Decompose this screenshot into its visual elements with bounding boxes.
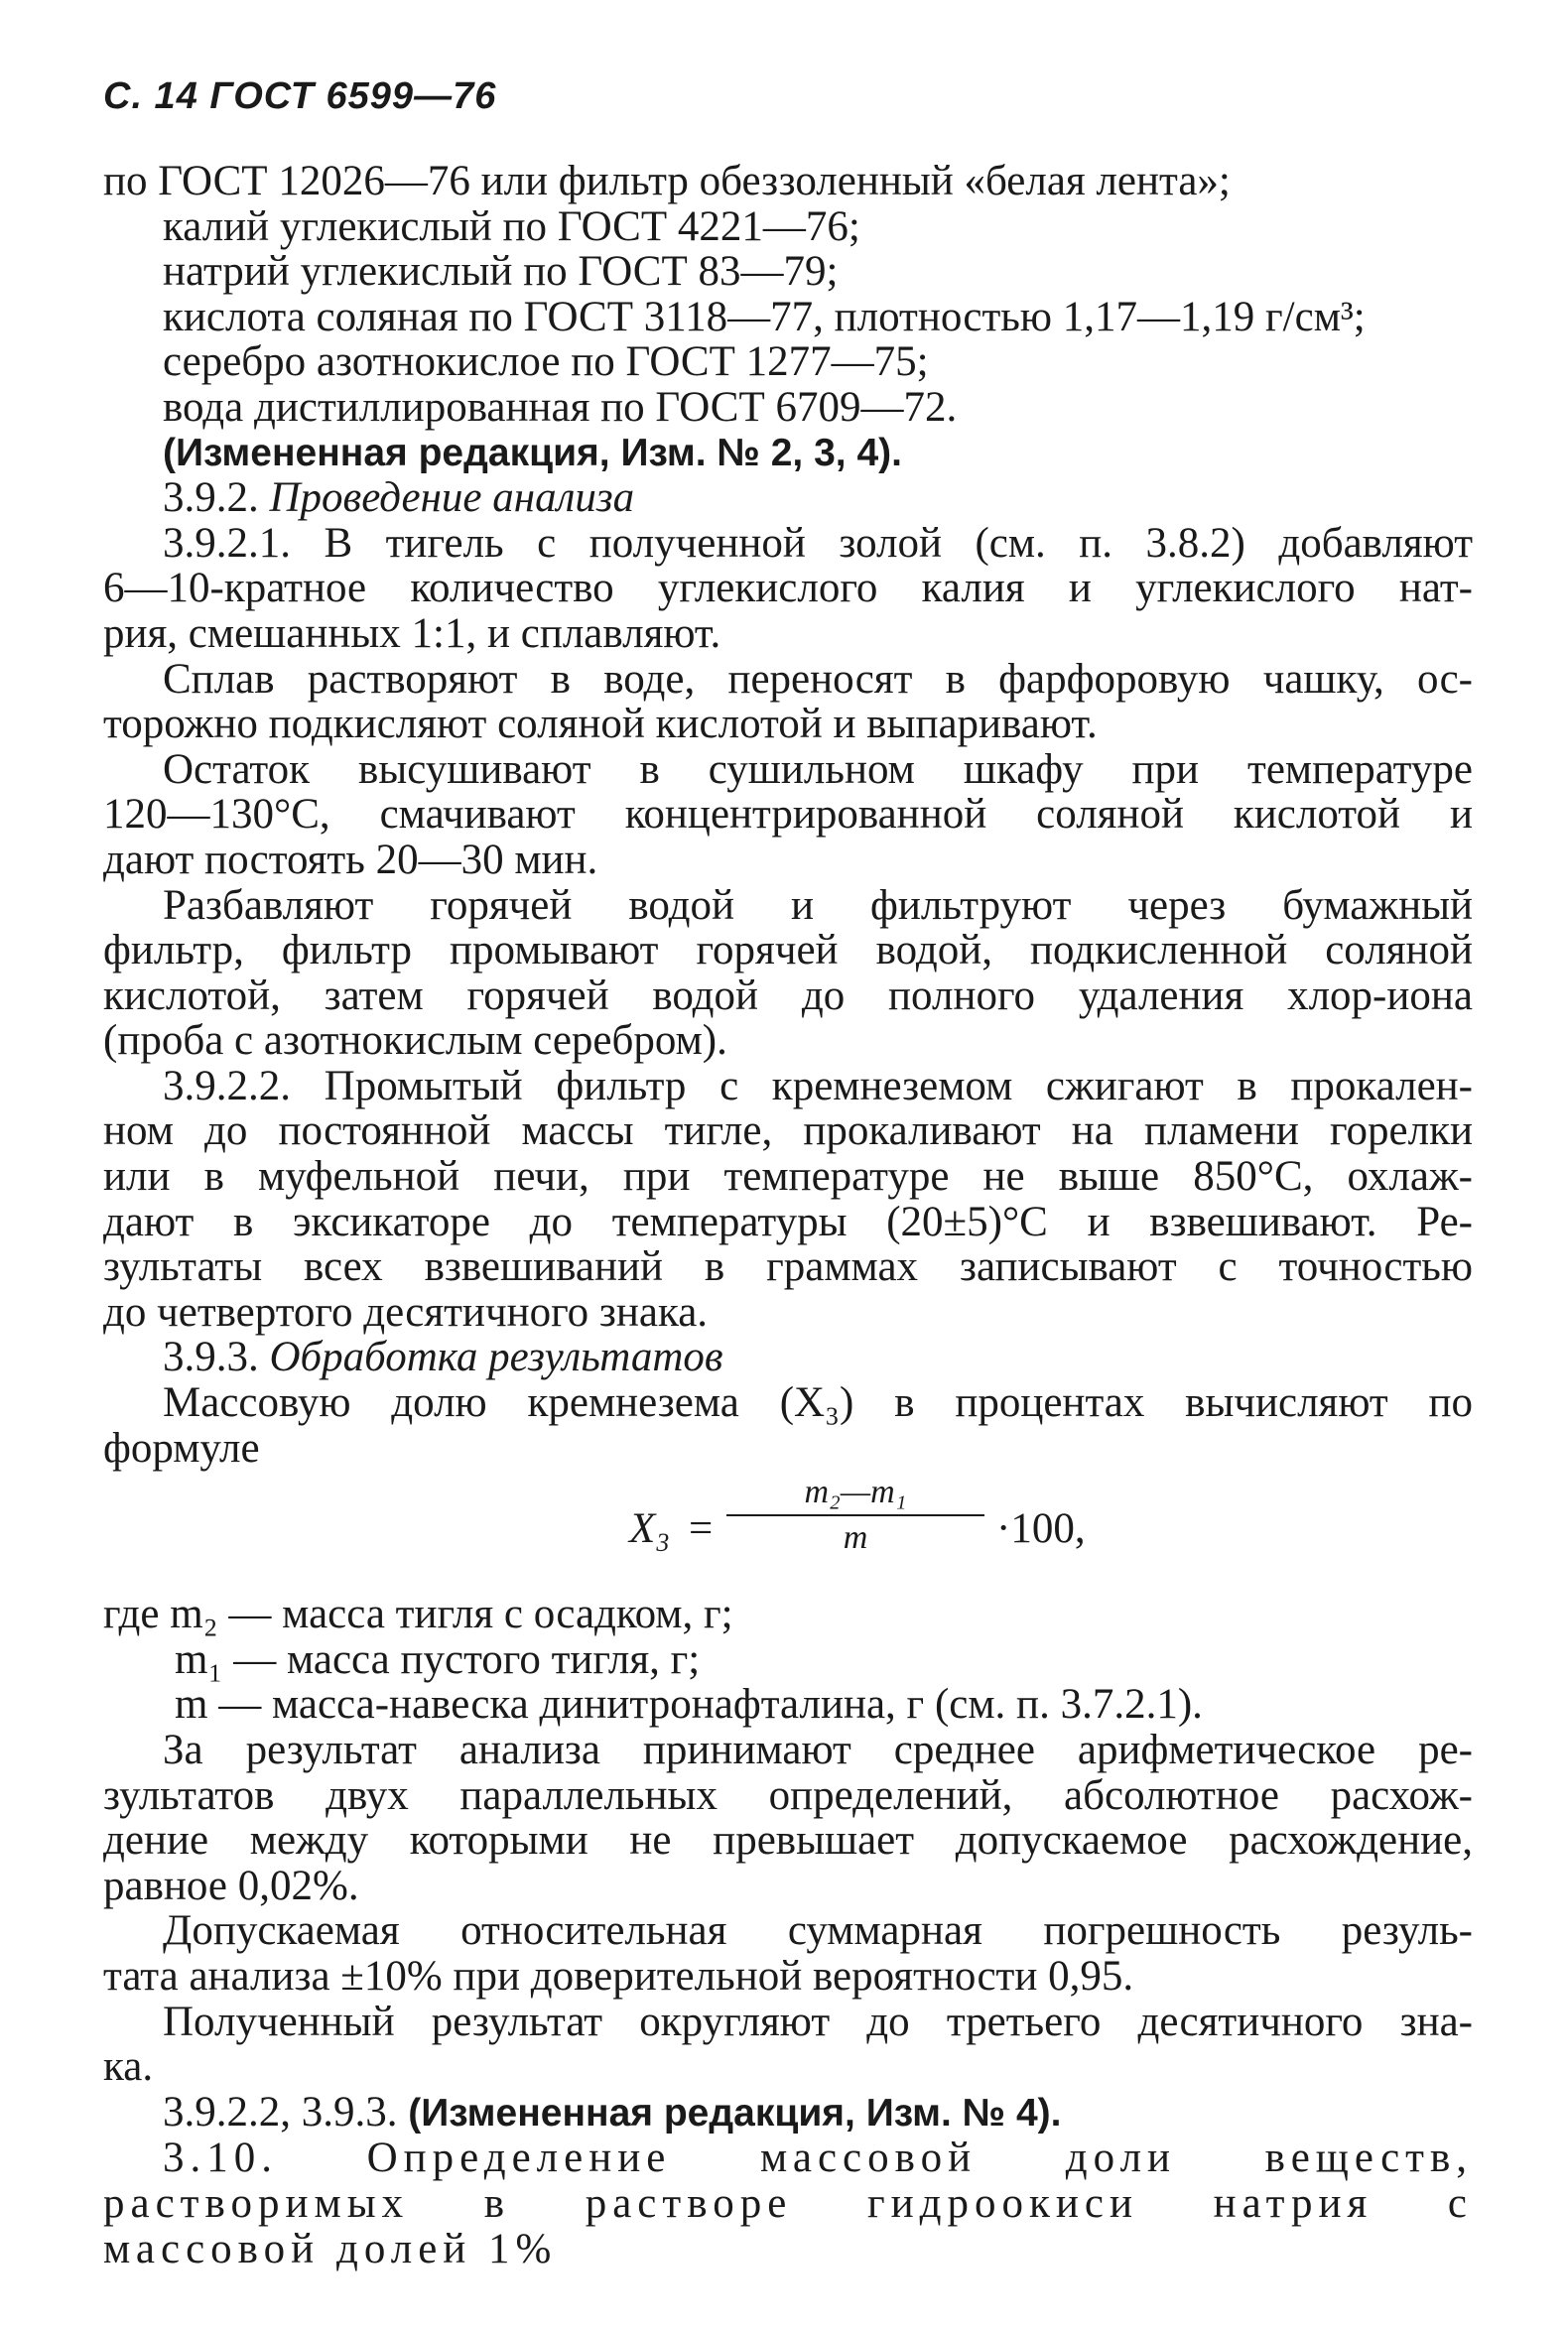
paragraph-line: 3.9.2.2. Промытый фильтр с кремнеземом сжигают в прокален- [163, 1062, 1473, 1109]
paragraph-line: 6—10-кратное количество углекислого калия и углекислого нат- [103, 565, 1473, 612]
section-number: 3.9.2. [163, 474, 259, 522]
page-header: С. 14 ГОСТ 6599—76 [103, 75, 497, 117]
paragraph-line: зультатов двух параллельных определений, абсолютное расхож- [103, 1771, 1473, 1819]
section-title: Проведение анализа [269, 474, 635, 522]
paragraph-line: ном до постоянной массы тигле, прокаливают на пламени горелки [103, 1107, 1473, 1155]
section-heading-3-10: массовой долей 1% [103, 2225, 558, 2272]
reagent-line: калий углекислый по ГОСТ 4221—76; [163, 202, 860, 250]
reagent-line: натрий углекислый по ГОСТ 83—79; [163, 248, 839, 296]
paragraph-line: торожно подкисляют соляной кислотой и выпаривают. [103, 701, 1098, 748]
formula-equals: = [689, 1505, 714, 1553]
paragraph-line: фильтр, фильтр промывают горячей водой, подкисленной соляной [103, 927, 1473, 974]
amendment-note: (Измененная редакция, Изм. № 2, 3, 4). [163, 431, 902, 474]
where-line: где m₂ — масса тигля с осадком, г; [103, 1591, 733, 1638]
paragraph-line: тата анализа ±10% при доверительной вероятности 0,95. [103, 1952, 1134, 2000]
paragraph-line: За результат анализа принимают среднее арифметическое ре- [163, 1727, 1473, 1773]
reagent-line: кислота соляная по ГОСТ 3118—77, плотностью 1,17—1,19 г/см³; [163, 293, 1366, 340]
section-heading-3-10: 3.10. Определение массовой доли веществ, [163, 2135, 1473, 2182]
paragraph-line: Сплав растворяют в воде, переносят в фарфоровую чашку, ос- [163, 655, 1473, 703]
section-title: Обработка результатов [269, 1334, 723, 1381]
formula-fraction [726, 1471, 984, 1560]
amendment-note-2 [103, 2090, 1473, 2136]
paragraph-line: (проба с азотнокислым серебром). [103, 1017, 727, 1065]
amendment-prefix: 3.9.2.2, 3.9.3. [163, 2088, 398, 2136]
paragraph-line: Допускаемая относительная суммарная погрешность резуль- [163, 1907, 1473, 1955]
paragraph-line: или в муфельной печи, при температуре не выше 850°С, охлаж- [103, 1153, 1473, 1201]
paragraph-line: Массовую долю кремнезема (X₃) в процентах вычисляют по [163, 1379, 1473, 1427]
reagent-line: по ГОСТ 12026—76 или фильтр обеззоленный «белая лента»; [103, 158, 1231, 204]
paragraph-line: равное 0,02%. [103, 1862, 359, 1909]
page-body [103, 159, 1473, 2271]
paragraph-line: дают постоять 20—30 мин. [103, 836, 598, 883]
reagent-line: серебро азотнокислое по ГОСТ 1277—75; [163, 338, 929, 386]
paragraph-line: дают в эксикаторе до температуры (20±5)°С и взвешивают. Ре- [103, 1198, 1473, 1245]
amendment-text: (Измененная редакция, Изм. № 4). [408, 2091, 1062, 2135]
paragraph-line: Полученный результат округляют до третьего десятичного зна- [163, 1998, 1473, 2045]
section-heading-3-10: растворимых в растворе гидроокиси натрия с [103, 2179, 1473, 2227]
paragraph-line: до четвертого десятичного знака. [103, 1288, 709, 1336]
paragraph-line: зультаты всех взвешиваний в граммах записывают с точностью [103, 1243, 1473, 1291]
reagent-line: вода дистиллированная по ГОСТ 6709—72. [163, 383, 958, 431]
formula-rhs: ·100, [996, 1505, 1086, 1553]
formula-numerator: m₂—m₁ [726, 1471, 984, 1516]
section-heading-3-9-2 [103, 475, 1473, 521]
paragraph-line: 3.9.2.1. В тигель с полученной золой (см. п. 3.8.2) добавляют [163, 519, 1473, 567]
section-heading-3-9-3 [103, 1335, 1473, 1380]
formula-lhs: X₃ [629, 1505, 671, 1553]
paragraph-line: Остаток высушивают в сушильном шкафу при температуре [163, 745, 1473, 793]
where-line: m — масса-навеска динитронафталина, г (см. п. 3.7.2.1). [175, 1681, 1203, 1729]
formula-denominator: m [843, 1519, 868, 1557]
paragraph-line: ка. [103, 2043, 154, 2091]
paragraph-line: рия, смешанных 1:1, и сплавляют. [103, 609, 721, 657]
paragraph-line: кислотой, затем горячей водой до полного удаления хлор-иона [103, 971, 1473, 1019]
formula-x3 [103, 1471, 1473, 1592]
paragraph-line: Разбавляют горячей водой и фильтруют через бумажный [163, 881, 1473, 929]
paragraph-line: дение между которыми не превышает допускаемое расхождение, [103, 1817, 1473, 1865]
paragraph-line: формуле [103, 1424, 260, 1472]
paragraph-line: 120—130°С, смачивают концентрированной соляной кислотой и [103, 791, 1473, 839]
where-line: m₁ — масса пустого тигля, г; [175, 1635, 701, 1683]
section-number: 3.9.3. [163, 1334, 259, 1381]
